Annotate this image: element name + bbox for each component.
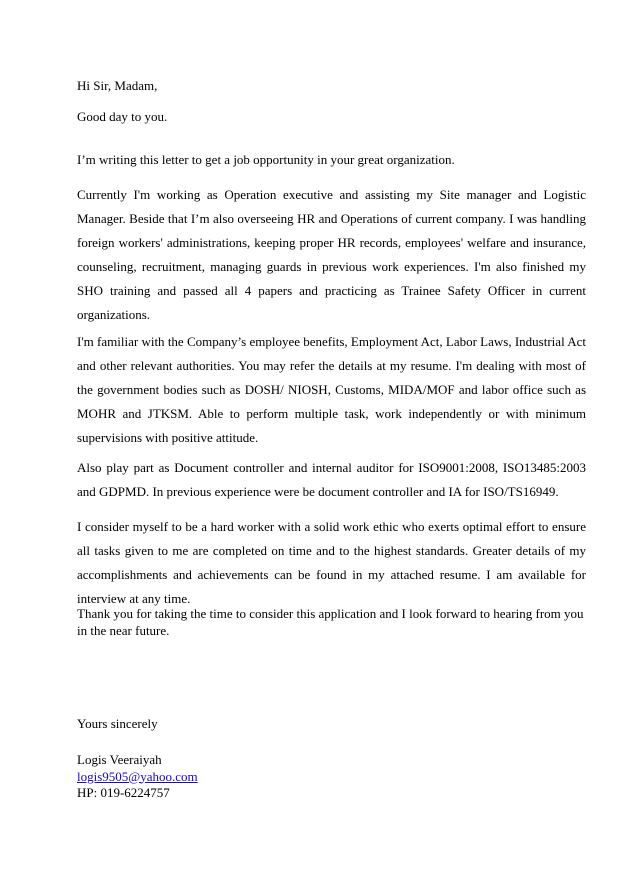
salutation: Hi Sir, Madam, [77, 78, 158, 93]
closing: Yours sincerely [77, 716, 158, 731]
signature-email-link[interactable]: logis9505@yahoo.com [77, 768, 198, 784]
experience-paragraph: Currently I'm working as Operation executive and assisting my Site manager and Logistic Manager. Beside that I’m also overseeing HR and Operations of current company. I was handling foreign workers' administrations, keeping proper HR records, employees' welfare and insurance, counseling, recruitment, managing guards in previous work experiences. I'm also finished my SHO training and passed all 4 papers and practicing as Trainee Safety Officer in current organizations. [77, 187, 586, 322]
greeting: Good day to you. [77, 109, 168, 124]
signature-phone: HP: 019-6224757 [77, 785, 170, 800]
signature-block [77, 752, 586, 802]
thanks-paragraph [77, 606, 586, 639]
iso-paragraph: Also play part as Document controller and internal auditor for ISO9001:2008, ISO13485:2003 and GDPMD. In previous experience were be document controller and IA for ISO/TS16949. [77, 460, 586, 499]
knowledge-paragraph: I'm familiar with the Company’s employee benefits, Employment Act, Labor Laws, Industrial Act and other relevant authorities. You may refer the details at my resume. I'm dealing with most of the government bodies such as DOSH/ NIOSH, Customs, MIDA/MOF and labor office such as MOHR and JTKSM. Able to perform multiple task, work independently or with minimum supervisions with positive attitude. [77, 334, 586, 445]
signature-name: Logis Veeraiyah [77, 752, 162, 767]
thanks-line-1: Thank you for taking the time to consider this application and I look forward to hearing from you [77, 606, 584, 621]
thanks-line-2: in the near future. [77, 622, 170, 638]
intro-paragraph: I’m writing this letter to get a job opportunity in your great organization. [77, 152, 455, 167]
hard-worker-paragraph: I consider myself to be a hard worker with a solid work ethic who exerts optimal effort to ensure all tasks given to me are completed on time and to the highest standards. Greater details of my accomplishments and achievements can be found in my attached resume. I am available for interview at any time. [77, 519, 586, 606]
